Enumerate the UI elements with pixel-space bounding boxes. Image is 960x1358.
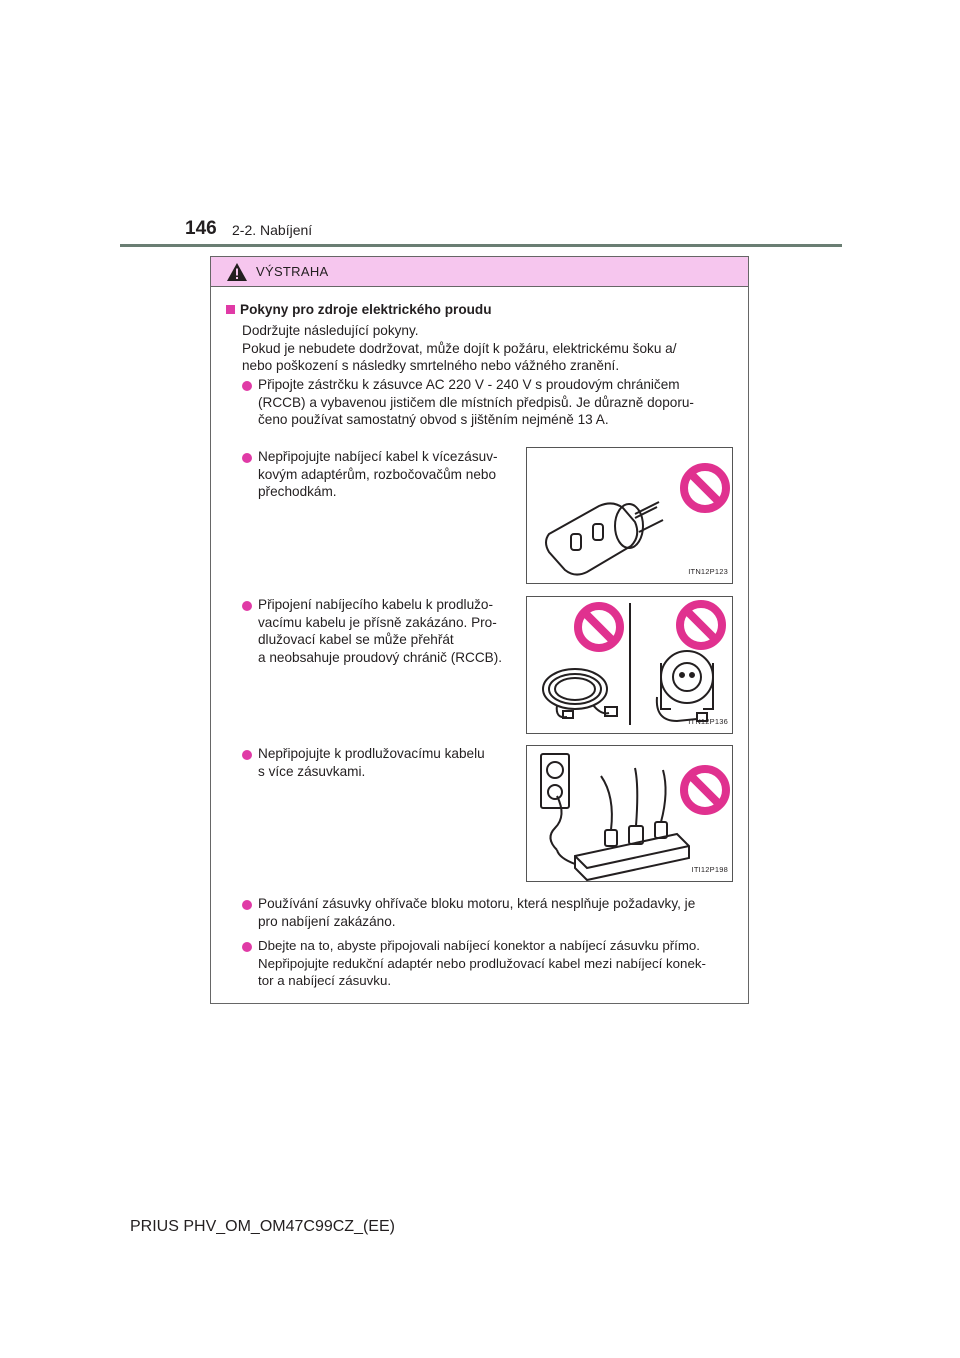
bullet-icon xyxy=(242,601,252,611)
bullet-icon xyxy=(242,900,252,910)
prohibition-icon xyxy=(684,769,726,811)
warning-box xyxy=(210,256,749,1004)
intro-text: Dodržujte následující pokyny. Pokud je nebudete dodržovat, může dojít k požáru, elektrickému šoku a/ nebo poškození s následky smrtelného nebo vážného zranění. xyxy=(242,323,677,373)
header-rule xyxy=(120,244,842,247)
section-title: 2-2. Nabíjení xyxy=(232,222,313,238)
list-item: Nepřipojujte nabíjecí kabel k vícezásuv- kovým adaptérům, rozbočovačům nebo přechodkám. xyxy=(258,449,498,499)
bullet-icon xyxy=(242,942,252,952)
square-bullet-icon xyxy=(226,305,235,314)
prohibition-icon xyxy=(680,604,722,646)
warning-heading: Pokyny pro zdroje elektrického proudu xyxy=(226,301,492,319)
illustration-extension-cables xyxy=(526,596,733,734)
illustration-multi-adapter xyxy=(526,447,733,584)
warning-header xyxy=(211,257,748,287)
bullet-icon xyxy=(242,453,252,463)
warning-content xyxy=(211,287,748,1003)
list-item: Připojte zástrčku k zásuvce AC 220 V - 240 V s proudovým chráničem (RCCB) a vybavenou jističem dle místních předpisů. Je důrazně doporu- čeno používat samostatný obvod s jištěním nejméně 13 A. xyxy=(258,377,694,427)
figure-code: ITI12P198 xyxy=(691,864,728,874)
warning-triangle-icon xyxy=(226,262,248,282)
list-item: Nepřipojujte k prodlužovacímu kabelu s více zásuvkami. xyxy=(258,746,485,779)
list-item: Připojení nabíjecího kabelu k prodlužo- vacímu kabelu je přísně zakázáno. Pro- dlužovací kabel se může přehřát a neobsahuje proudový chránič (RCCB). xyxy=(258,597,503,665)
page-number: 146 xyxy=(185,218,217,239)
document-code: PRIUS PHV_OM_OM47C99CZ_(EE) xyxy=(130,1218,395,1235)
bullet-icon xyxy=(242,381,252,391)
list-item: Používání zásuvky ohřívače bloku motoru, která nesplňuje požadavky, je pro nabíjení zakázáno. xyxy=(258,896,696,929)
illustration-power-strip xyxy=(526,745,733,882)
bullet-icon xyxy=(242,750,252,760)
figure-code: ITN12P123 xyxy=(688,566,728,576)
figure-code: ITN12P136 xyxy=(688,716,728,726)
prohibition-icon xyxy=(578,606,620,648)
warning-title: VÝSTRAHA xyxy=(256,264,329,279)
prohibition-icon xyxy=(684,467,726,509)
list-item: Dbejte na to, abyste připojovali nabíjecí konektor a nabíjecí zásuvku přímo. Nepřipojujte redukční adaptér nebo prodlužovací kabel mezi nabíjecí konek- tor a nabíjecí zásuvku. xyxy=(258,938,706,988)
